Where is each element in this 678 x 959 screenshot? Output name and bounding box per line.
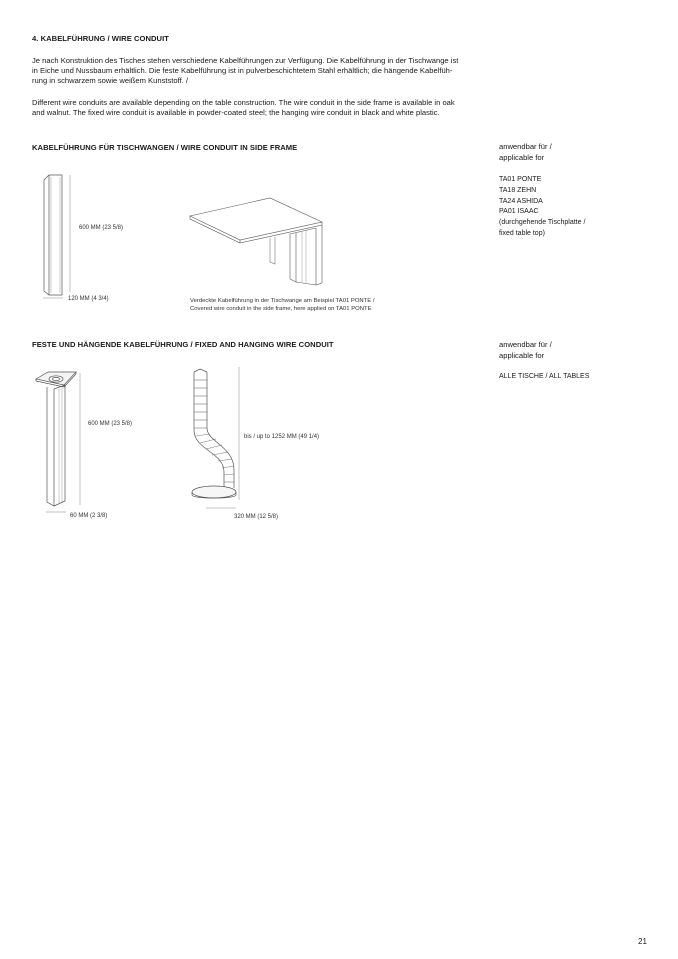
list-item: TA01 PONTE: [499, 176, 542, 183]
side-frame-height-dimension: 600 MM (23 5/8): [79, 225, 124, 231]
fixed-conduit-drawing: [36, 372, 76, 506]
intro-german-line: Je nach Konstruktion des Tisches stehen verschiedene Kabelführungen zur Verfügung. Die Kabelführung in der Tischwange ist: [32, 56, 459, 65]
caption-line: Verdeckte Kabelführung in der Tischwange am Beispiel TA01 PONTE /: [190, 298, 375, 304]
section-heading: 4. KABELFÜHRUNG / WIRE CONDUIT: [32, 34, 169, 43]
caption-line: Covered wire conduit in the side frame, here applied on TA01 PONTE: [190, 306, 372, 312]
list-item: (durchgehende Tischplatte /: [499, 219, 586, 227]
list-item: ALLE TISCHE / ALL TABLES: [499, 373, 590, 380]
side-frame-width-dimension: 120 MM (4 3/4): [68, 296, 109, 302]
applicable-label-line: applicable for: [499, 152, 545, 162]
page-number: 21: [638, 937, 647, 946]
intro-german-line: in Eiche und Nussbaum erhältlich. Die feste Kabelführung ist in pulverbeschichtetem Stahl erhältlich; die hängende Kabelfüh-: [32, 66, 453, 76]
list-item: TA18 ZEHN: [499, 186, 537, 194]
applicable-label-line: anwendbar für /: [499, 142, 552, 151]
intro-english-line: and walnut. The fixed wire conduit is available in powder-coated steel; the hanging wire conduit in black and white plastic.: [32, 108, 440, 118]
fixed-conduit-width-dimension: 60 MM (2 3/8): [70, 513, 108, 519]
list-item: TA24 ASHIDA: [499, 197, 543, 205]
fixed-hanging-conduit-title: FESTE UND HÄNGENDE KABELFÜHRUNG / FIXED AND HANGING WIRE CONDUIT: [32, 340, 334, 349]
hanging-conduit-width-dimension: 320 MM (12 5/8): [234, 514, 279, 520]
list-item: fixed table top): [499, 229, 545, 237]
intro-german-line: rung in schwarzem sowie weißem Kunststoff. /: [32, 76, 189, 86]
side-frame-conduit-title: KABELFÜHRUNG FÜR TISCHWANGEN / WIRE CONDUIT IN SIDE FRAME: [32, 143, 298, 152]
list-item: PA01 ISAAC: [499, 208, 539, 216]
applicable-label-line: anwendbar für /: [499, 340, 552, 349]
hanging-conduit-height-dimension: bis / up to 1252 MM (49 1/4): [244, 434, 320, 440]
intro-english-line: Different wire conduits are available depending on the table construction. The wire conduit in the side frame is available in oak: [32, 98, 455, 107]
hanging-conduit-drawing: [192, 369, 236, 498]
applicable-label-line: applicable for: [499, 350, 545, 360]
fixed-conduit-height-dimension: 600 MM (23 5/8): [88, 421, 133, 427]
